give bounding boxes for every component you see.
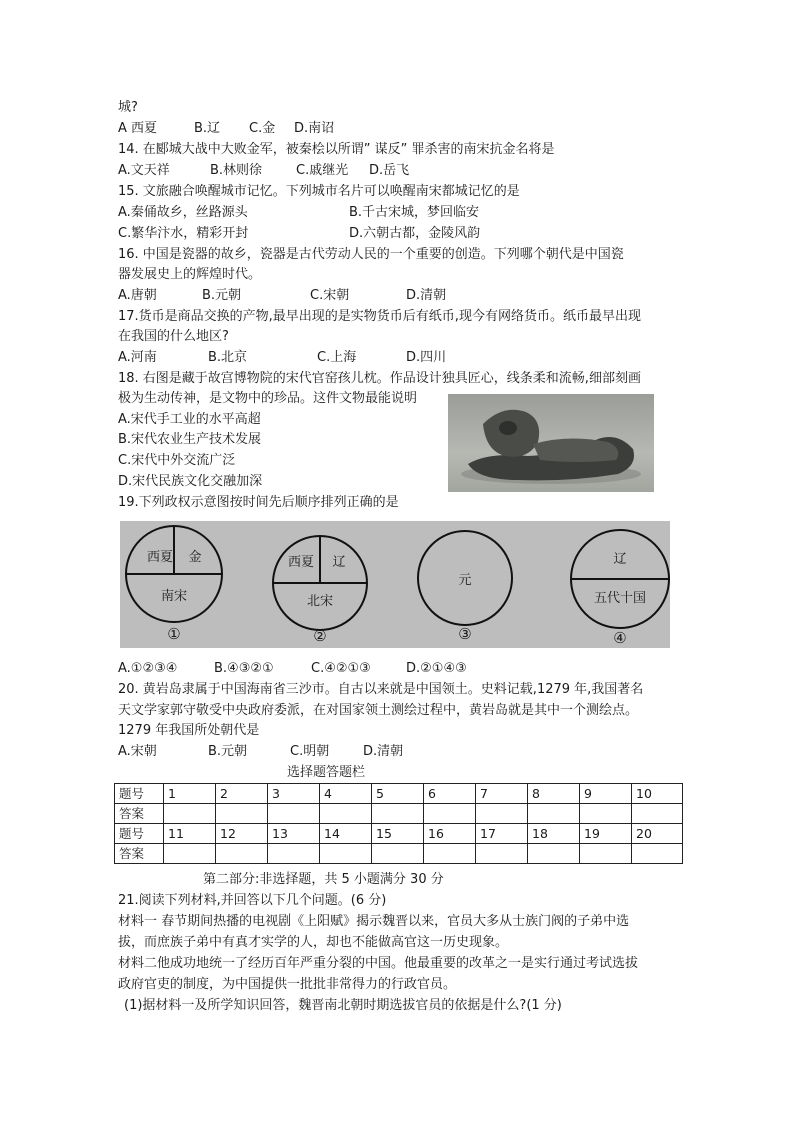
answer-cell[interactable] [320,844,372,864]
circle3-label-yuan: 元 [458,573,472,588]
row-label-ans: 答案 [115,804,164,824]
answer-cell[interactable] [268,804,320,824]
answer-cell[interactable] [632,844,683,864]
circle2-label-xixia: 西夏 [287,555,315,570]
q16-option-b: B.元朝 [202,288,242,303]
q20-stem-line1: 20. 黄岩岛隶属于中国海南省三沙市。自古以来就是中国领土。史料记载,1279 年,我国著名 [118,682,644,697]
q18-option-a: A.宋代手工业的水平高超 [118,412,261,427]
q20-stem-line2: 天文学家郭守敬受中央政府委派，在对国家领土测绘过程中，黄岩岛就是其中一个测绘点。 [118,703,639,718]
answer-cell[interactable] [372,844,424,864]
q19-option-b: B.④③②① [214,661,274,676]
q20-option-a: A.宋朝 [118,744,157,759]
q-number-cell: 7 [476,784,528,804]
circle4-label-wudai: 五代十国 [593,591,647,606]
q21-intro: 21.阅读下列材料,并回答以下几个问题。(6 分) [118,893,387,908]
q-number-cell: 14 [320,824,372,844]
answer-cell[interactable] [424,804,476,824]
circle2-label-beisong: 北宋 [306,594,334,609]
row-label-num: 题号 [115,784,164,804]
regime-circle-2 [273,536,367,645]
answer-cell[interactable] [528,804,580,824]
porcelain-pillow-photo [448,394,654,492]
q15-option-c: C.繁华汴水，精彩开封 [118,226,249,241]
q13-option-d: D.南诏 [294,121,335,136]
material2-line2: 政府官吏的制度，为中国提供一批批非常得力的行政官员。 [118,977,457,992]
q16-option-a: A.唐朝 [118,288,157,303]
answer-cell[interactable] [580,804,632,824]
q-number-cell: 2 [216,784,268,804]
answer-cell[interactable] [476,844,528,864]
circle4-number: ④ [613,629,627,647]
table-row [115,824,683,844]
q18-option-d: D.宋代民族文化交融加深 [118,474,263,489]
q-number-cell: 20 [632,824,683,844]
q13-option-c: C.金 [249,121,276,136]
regime-circle-4 [571,530,669,647]
q-number-cell: 19 [580,824,632,844]
answer-cell[interactable] [476,804,528,824]
circle1-label-nansong: 南宋 [160,589,188,604]
q-number-cell: 1 [164,784,216,804]
q-number-cell: 18 [528,824,580,844]
q13-stem-tail: 城? [118,100,138,115]
answer-cell[interactable] [632,804,683,824]
q17-option-c: C.上海 [317,350,357,365]
table-row [115,804,683,824]
answer-cell[interactable] [580,844,632,864]
q20-option-c: C.明朝 [290,744,330,759]
q-number-cell: 15 [372,824,424,844]
q16-stem-line1: 16. 中国是瓷器的故乡，瓷器是古代劳动人民的一个重要的创造。下列哪个朝代是中国瓷 [118,247,624,262]
q-number-cell: 3 [268,784,320,804]
q-number-cell: 12 [216,824,268,844]
q18-stem-line2: 极为生动传神，是文物中的珍品。这件文物最能说明 [118,391,418,406]
q14-option-c: C.戚继光 [296,163,349,178]
part2-heading: 第二部分:非选择题，共 5 小题满分 30 分 [203,872,444,887]
answer-table-title: 选择题答题栏 [287,765,366,780]
q13-option-a: A 西夏 [118,121,158,136]
q18-option-c: C.宋代中外交流广泛 [118,453,236,468]
q-number-cell: 6 [424,784,476,804]
material2-line1: 材料二他成功地统一了经历百年严重分裂的中国。他最重要的改革之一是实行通过考试选拔 [118,956,639,971]
q-number-cell: 4 [320,784,372,804]
answer-cell[interactable] [216,844,268,864]
q13-option-b: B.辽 [194,121,221,136]
answer-cell[interactable] [528,844,580,864]
q17-stem-line1: 17.货币是商品交换的产物,最早出现的是实物货币后有纸币,现今有网络货币。纸币最早出现 [118,309,641,324]
q14-option-a: A.文天祥 [118,163,170,178]
regime-diagram [120,521,670,648]
q-number-cell: 8 [528,784,580,804]
table-row [115,844,683,864]
q15-stem: 15. 文旅融合唤醒城市记忆。下列城市名片可以唤醒南宋都城记忆的是 [118,184,520,199]
circle2-number: ② [313,627,327,645]
q-number-cell: 17 [476,824,528,844]
q20-stem-line3: 1279 年我国所处朝代是 [118,723,260,738]
q14-option-d: D.岳飞 [369,163,410,178]
q20-option-b: B.元朝 [208,744,248,759]
row-label-ans: 答案 [115,844,164,864]
q19-option-d: D.②①④③ [406,661,467,676]
q21-sub1: (1)据材料一及所学知识回答，魏晋南北朝时期选拔官员的依据是什么?(1 分) [124,998,562,1013]
answer-cell[interactable] [320,804,372,824]
table-row [115,784,683,804]
circle3-number: ③ [458,625,472,643]
circle2-label-liao: 辽 [332,555,346,570]
q17-stem-line2: 在我国的什么地区? [118,329,229,344]
q16-option-d: D.清朝 [406,288,447,303]
circle1-label-jin: 金 [188,550,202,565]
q19-option-a: A.①②③④ [118,661,178,676]
q16-option-c: C.宋朝 [310,288,350,303]
q14-option-b: B.林则徐 [210,163,263,178]
q18-stem-line1: 18. 右图是藏于故宫博物院的宋代官窑孩儿枕。作品设计独具匠心，线条柔和流畅,细部刻画 [118,371,641,386]
q17-option-d: D.四川 [406,350,447,365]
answer-cell[interactable] [216,804,268,824]
q20-option-d: D.清朝 [363,744,404,759]
answer-cell[interactable] [164,844,216,864]
q19-stem: 19.下列政权示意图按时间先后顺序排列正确的是 [118,495,399,510]
answer-cell[interactable] [164,804,216,824]
material1-line1: 材料一 春节期间热播的电视剧《上阳赋》揭示魏晋以来，官员大多从士族门阀的子弟中选 [118,914,630,929]
circle1-label-xixia: 西夏 [146,550,174,565]
answer-table [114,783,683,864]
q15-option-b: B.千古宋城，梦回临安 [349,205,480,220]
circle4-label-liao: 辽 [613,552,627,567]
q17-option-b: B.北京 [208,350,248,365]
q-number-cell: 10 [632,784,683,804]
q18-option-b: B.宋代农业生产技术发展 [118,432,262,447]
q15-option-d: D.六朝古都，金陵风韵 [349,226,481,241]
circle1-number: ① [167,625,181,643]
q-number-cell: 9 [580,784,632,804]
q-number-cell: 16 [424,824,476,844]
q-number-cell: 13 [268,824,320,844]
answer-cell[interactable] [372,804,424,824]
q-number-cell: 5 [372,784,424,804]
regime-circle-1 [126,526,222,643]
answer-cell[interactable] [424,844,476,864]
q15-option-a: A.秦俑故乡，丝路源头 [118,205,248,220]
q14-stem: 14. 在郾城大战中大败金军，被秦桧以所谓” 谋反” 罪杀害的南宋抗金名将是 [118,142,555,157]
row-label-num: 题号 [115,824,164,844]
q19-option-c: C.④②①③ [311,661,371,676]
regime-circle-3 [418,531,512,643]
q17-option-a: A.河南 [118,350,157,365]
material1-line2: 拔，而庶族子弟中有真才实学的人，却也不能做高官这一历史现象。 [118,935,509,950]
answer-cell[interactable] [268,844,320,864]
q-number-cell: 11 [164,824,216,844]
q16-stem-line2: 器发展史上的辉煌时代。 [118,267,262,282]
